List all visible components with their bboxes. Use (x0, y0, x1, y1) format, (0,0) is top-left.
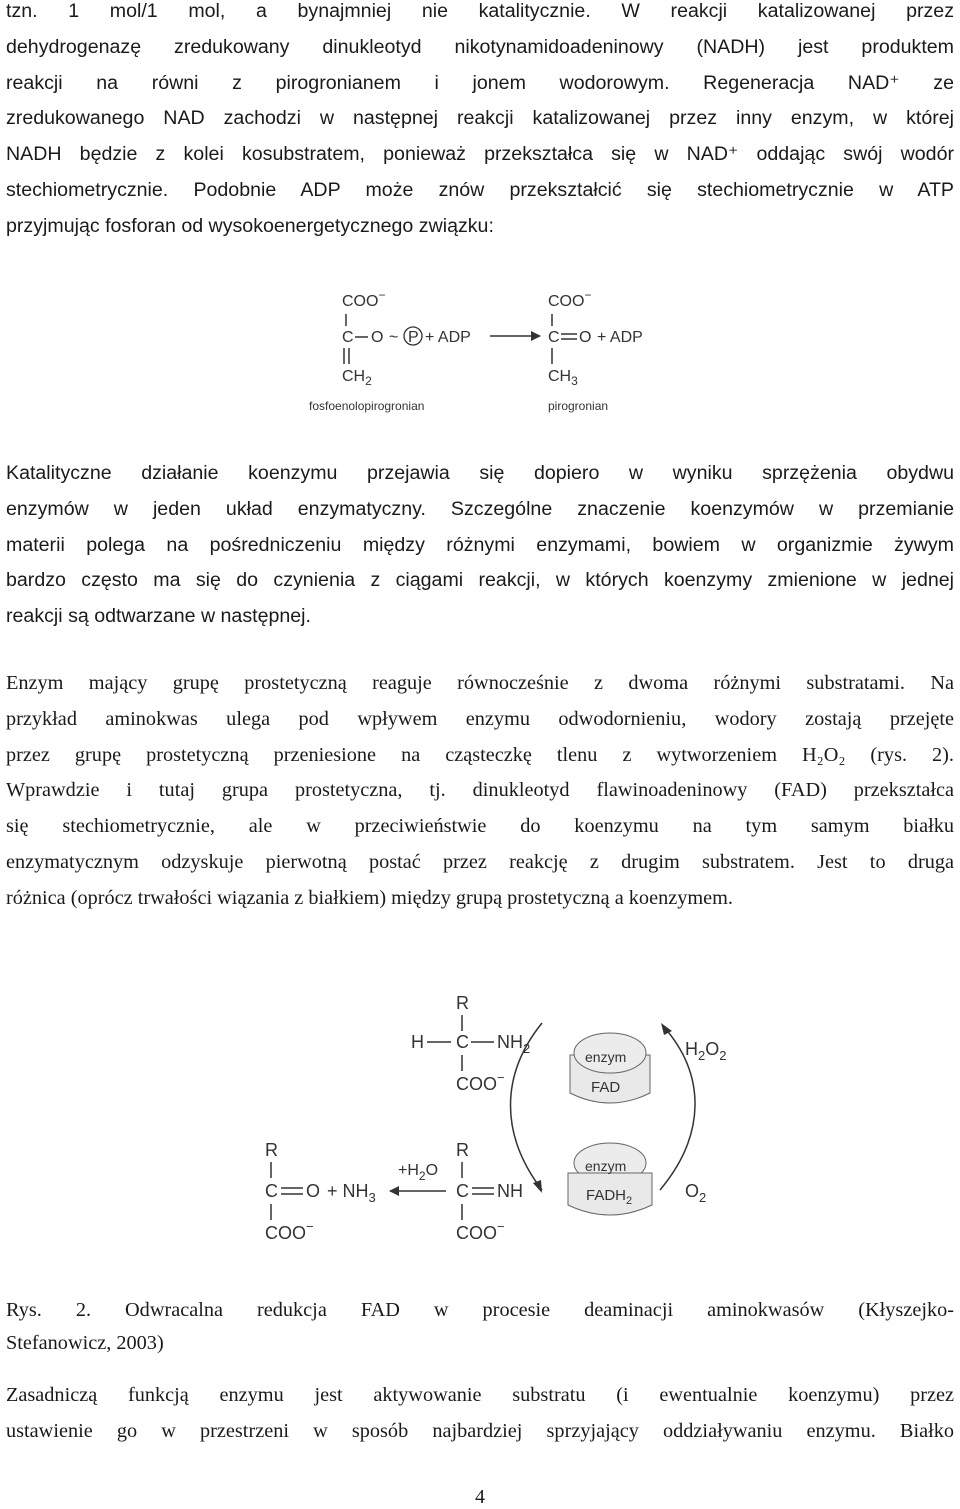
top-coo-label: COO− (456, 1070, 505, 1094)
bottom-left-r-label: R (265, 1140, 278, 1160)
h2o2-label: $H_2O_2$ (685, 1039, 727, 1063)
ch2-label: $CH_2$ (342, 368, 372, 388)
caption-line: Rys. 2. Odwracalna redukcja FAD w procesie deaminacji aminokwasów (Kłyszejko- (6, 1299, 954, 1321)
top-r-label: R (456, 993, 469, 1013)
text-line: Enzym mający grupę prostetyczną reaguje równocześnie z dwoma różnymi substratami. Na (6, 672, 954, 694)
text-line: reakcji na równi z pirogronianem i jonem wodorowym. Regeneracja NAD⁺ ze (6, 71, 954, 94)
enzyme-top-label: enzym (585, 1049, 627, 1065)
text-line: stechiometrycznie. Podobnie ADP może znów przekształcić się stechiometrycznie w ATP (6, 178, 954, 201)
text-line: Wprawdzie i tutaj grupa prostetyczna, tj. dinukleotyd flawinoadeninowy (FAD) przekształca (6, 779, 954, 802)
phosphate-label: P (408, 329, 419, 346)
bottom-mid-nh-label: NH (497, 1181, 523, 1201)
fadh2-label: $FADH_2$ (586, 1187, 633, 1207)
text-line: enzymów w jeden układ enzymatyczny. Szczególne znaczenie koenzymów w przemianie (6, 497, 954, 520)
arrow-head (531, 331, 541, 341)
paragraph-catalytic-action (6, 456, 954, 635)
text-line: przykład aminokwas ulega pod wpływem enzymu odwodornieniu, wodory zostają przejęte (6, 707, 954, 730)
bottom-mid-r-label: R (456, 1140, 469, 1160)
ch3-label: $CH_3$ (548, 368, 578, 388)
text-line: reakcji są odtwarzane w następnej. (6, 605, 311, 628)
text-line: zredukowanego NAD zachodzi w następnej reakcji katalizowanej przez inny enzym, w której (6, 107, 954, 130)
text-line: Katalityczne działanie koenzymu przejawia się dopiero w wyniku sprzężenia obydwu (6, 462, 954, 484)
arrow-head (389, 1186, 399, 1196)
paragraph-enzyme-function (6, 1378, 954, 1450)
caption-line: Stefanowicz, 2003) (6, 1332, 164, 1354)
nh3-label: + $NH_3$ (327, 1181, 376, 1205)
right-c-label: C (548, 329, 560, 346)
text-line: enzymatycznym odzyskuje pierwotną postać przez reakcję z drugim substratem. Jest to druga (6, 850, 954, 873)
text-line: materii polega na pośredniczeniu między różnymi enzymami, bowiem w organizmie żywym (6, 533, 954, 556)
right-coo-label: COO− (548, 288, 592, 310)
o2-label: $O_2$ (685, 1181, 707, 1205)
pyruvate-name: pirogronian (548, 399, 609, 413)
bottom-mid-c-label: C (456, 1181, 469, 1201)
tilde-bond-label: ~ (389, 329, 399, 346)
text-line: bardzo często ma się do czynienia z ciągami reakcji, w których koenzymy zmienione w jednej (6, 569, 954, 592)
bottom-left-coo-label: COO− (265, 1219, 314, 1243)
top-c-label: C (456, 1032, 469, 1052)
text-line: Zasadniczą funkcją enzymu jest aktywowanie substratu (i ewentualnie koenzymu) przez (6, 1384, 954, 1406)
enzyme-bottom-label: enzym (585, 1158, 627, 1174)
bottom-mid-coo-label: COO− (456, 1219, 505, 1243)
arrow-head (533, 1180, 542, 1193)
left-c-label: C (342, 329, 354, 346)
paragraph-regeneration (6, 0, 954, 245)
arrow-head (661, 1023, 672, 1035)
page-number: 4 (475, 1486, 485, 1508)
left-adp-label: + ADP (425, 329, 471, 346)
text-line: ustawienie go w przestrzeni w sposób najbardziej sprzyjający oddziaływaniu enzymu. Białko (6, 1419, 954, 1442)
text-line: przez grupę prostetyczną przeniesione na cząsteczkę tlenu z wytworzeniem H₂O₂ (rys. 2). (6, 743, 954, 766)
text-line: przyjmując fosforan od wysokoenergetycznego związku: (6, 214, 494, 237)
figure-caption (6, 1294, 954, 1360)
text-line: różnica (oprócz trwałości wiązania z białkiem) między grupą prostetyczną a koenzymem. (6, 886, 733, 909)
right-o-label: O (579, 329, 592, 346)
text-line: NADH będzie z kolei kosubstratem, ponieważ przekształca się w NAD⁺ oddając swój wodór (6, 143, 954, 166)
text-line: dehydrogenazę zredukowany dinukleotyd nikotynamidoadeninowy (NADH) jest produktem (6, 35, 954, 58)
fad-label: FAD (591, 1079, 621, 1096)
top-h-label: H (411, 1032, 424, 1052)
left-o-label: O (371, 329, 384, 346)
right-adp-label: + ADP (597, 329, 643, 346)
fad-reduction-figure (0, 985, 960, 1255)
bottom-left-o-label: O (306, 1181, 321, 1201)
left-coo-label: COO− (342, 288, 386, 310)
phosphoenolpyruvate-name: fosfoenolopirogronian (309, 399, 425, 413)
paragraph-prosthetic-group (6, 666, 954, 917)
top-nh2-label: $NH_2$ (497, 1032, 531, 1056)
water-label: $+H_2O$ (398, 1162, 439, 1183)
bottom-left-c-label: C (265, 1181, 278, 1201)
text-line: się stechiometrycznie, ale w przeciwieństwie do koenzymu na tym samym białku (6, 815, 954, 838)
phosphoenolpyruvate-reaction-figure (0, 282, 960, 442)
text-line: tzn. 1 mol/1 mol, a bynajmniej nie katalitycznie. W reakcji katalizowanej przez (6, 0, 954, 22)
